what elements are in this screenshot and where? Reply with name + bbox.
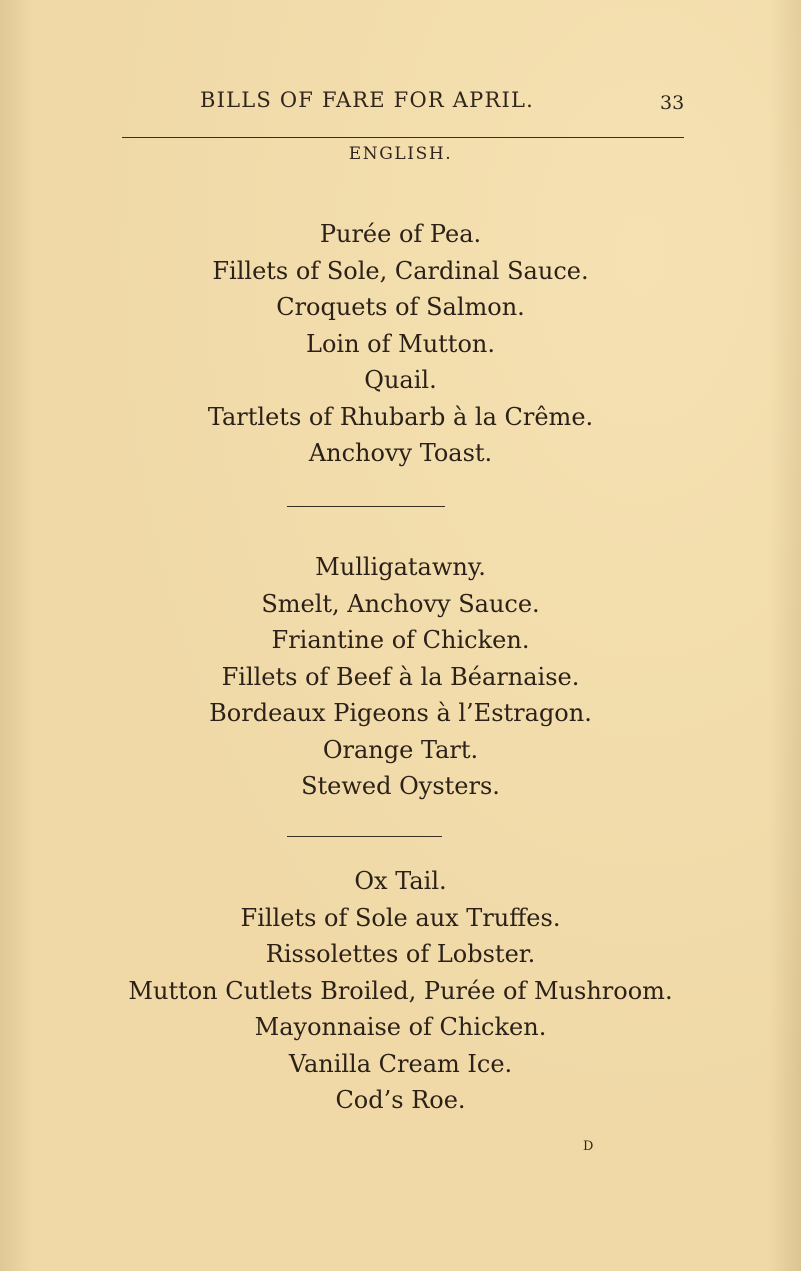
signature-mark: D bbox=[583, 1139, 594, 1154]
menu-item: Rissolettes of Lobster. bbox=[265, 940, 536, 968]
header-rule bbox=[122, 137, 684, 138]
menu-item: Stewed Oysters. bbox=[301, 772, 500, 800]
bill-of-fare-1 bbox=[0, 216, 801, 472]
menu-item: Loin of Mutton. bbox=[306, 329, 495, 358]
section-title: ENGLISH. bbox=[348, 144, 453, 164]
menu-item: Ox Tail. bbox=[354, 867, 447, 895]
menu-item: Fillets of Beef à la Béarnaise. bbox=[221, 662, 580, 691]
menu-item: Purée of Pea. bbox=[319, 220, 482, 248]
menu-item: Mayonnaise of Chicken. bbox=[254, 1013, 547, 1041]
menu-item: Fillets of Sole, Cardinal Sauce. bbox=[212, 256, 589, 285]
running-title: BILLS OF FARE FOR APRIL. bbox=[200, 88, 534, 112]
menu-item: Tartlets of Rhubarb à la Crême. bbox=[207, 402, 594, 431]
menu-item: Orange Tart. bbox=[322, 735, 479, 764]
menu-item: Friantine of Chicken. bbox=[271, 626, 530, 654]
menu-item: Vanilla Cream Ice. bbox=[288, 1049, 513, 1078]
menu-item: Quail. bbox=[364, 366, 437, 394]
menu-item: Fillets of Sole aux Truffes. bbox=[240, 903, 561, 932]
page-number: 33 bbox=[660, 92, 685, 114]
menu-item: Mutton Cutlets Broiled, Purée of Mushroom. bbox=[128, 976, 673, 1005]
menu-item: Croquets of Salmon. bbox=[276, 293, 525, 321]
bill-of-fare-3 bbox=[0, 863, 801, 1119]
menu-item: Anchovy Toast. bbox=[308, 439, 493, 467]
section-divider bbox=[287, 506, 445, 507]
menu-item: Cod’s Roe. bbox=[335, 1086, 466, 1114]
menu-item: Smelt, Anchovy Sauce. bbox=[261, 589, 540, 618]
menu-item: Mulligatawny. bbox=[315, 553, 486, 581]
section-divider bbox=[287, 836, 442, 837]
menu-item: Bordeaux Pigeons à l’Estragon. bbox=[209, 699, 592, 727]
bill-of-fare-2 bbox=[0, 549, 801, 805]
